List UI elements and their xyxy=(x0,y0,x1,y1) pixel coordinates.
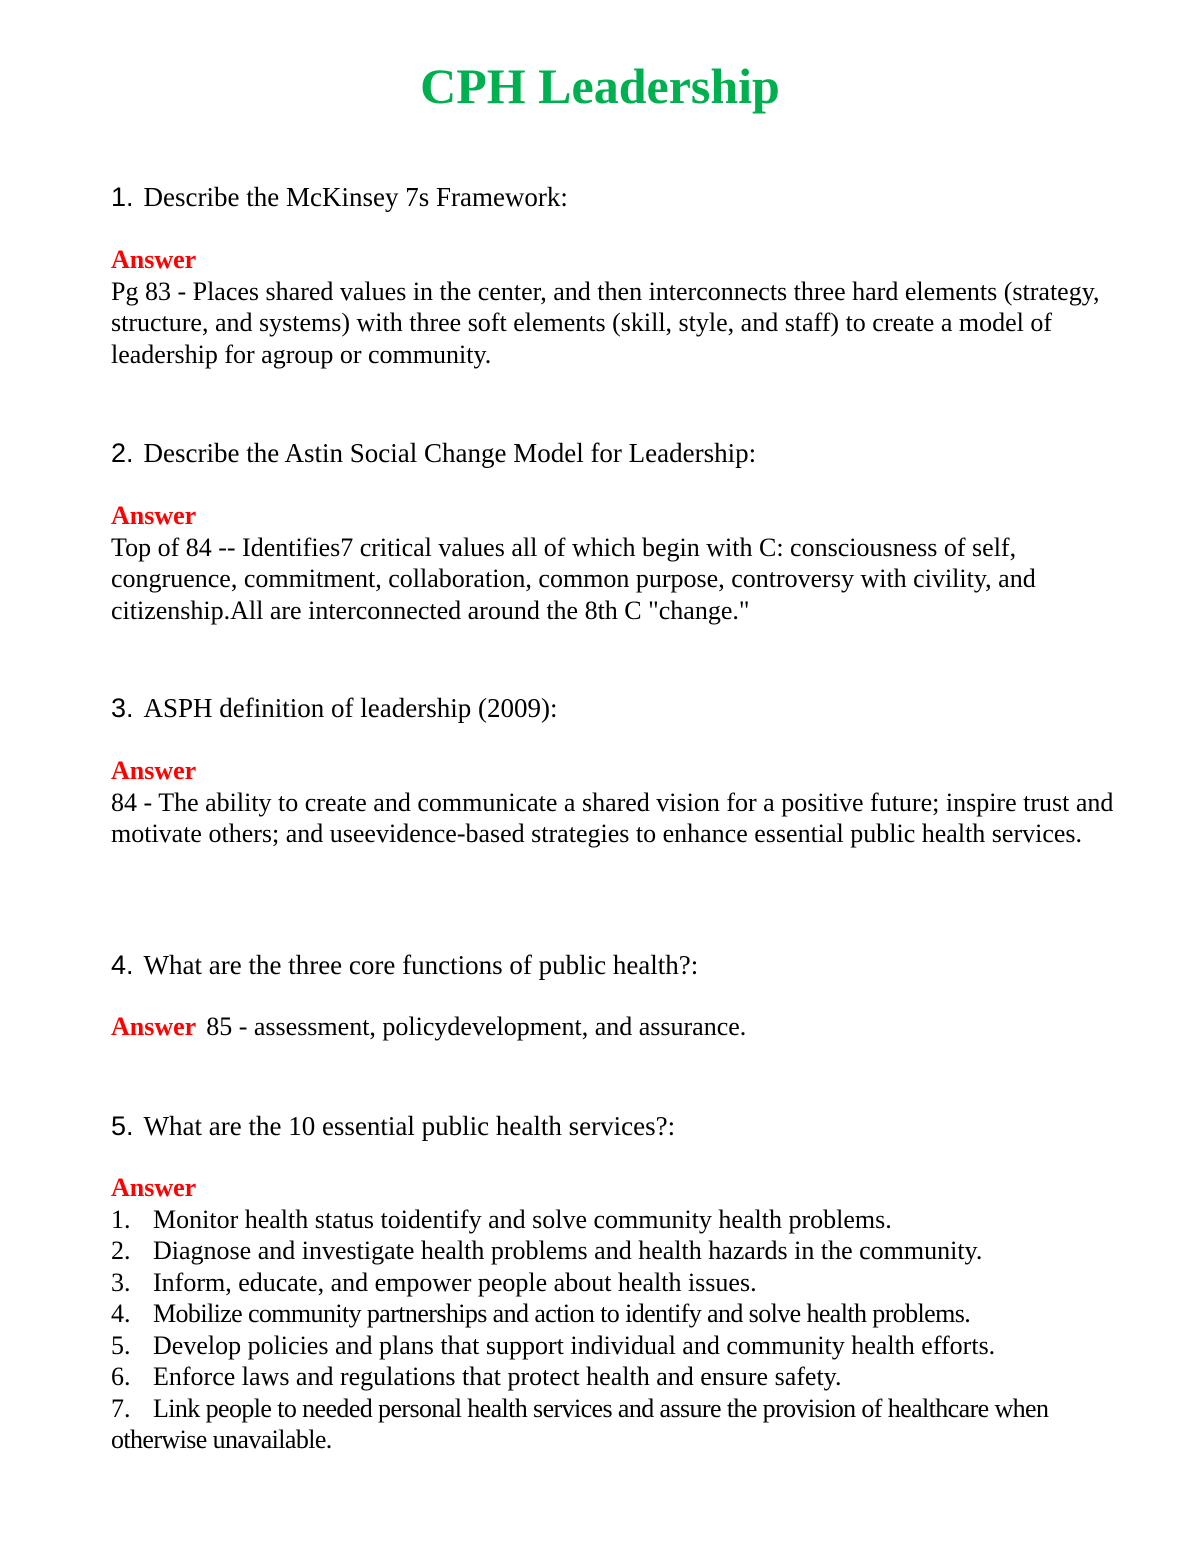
answer-label: Answer xyxy=(111,245,197,274)
list-item xyxy=(111,1330,1071,1362)
list-item-number: 7. xyxy=(111,1393,131,1423)
list-item-number: 5. xyxy=(111,1330,131,1360)
answer-label: Answer xyxy=(111,1012,197,1041)
answer-block-5 xyxy=(111,1172,1071,1456)
question-text: What are the three core functions of public health?: xyxy=(143,950,699,980)
answer-block-4 xyxy=(111,1011,746,1043)
question-number: 4. xyxy=(111,950,134,980)
list-item-text: Inform, educate, and empower people about health issues. xyxy=(153,1267,757,1297)
question-text: Describe the Astin Social Change Model for Leadership: xyxy=(143,438,757,468)
list-item-text: Develop policies and plans that support individual and community health efforts. xyxy=(153,1330,996,1360)
question-3 xyxy=(111,691,557,725)
question-number: 5. xyxy=(111,1111,134,1141)
list-item-number: 3. xyxy=(111,1267,131,1297)
question-text: What are the 10 essential public health services?: xyxy=(143,1111,676,1141)
list-item-number: 4. xyxy=(111,1299,131,1328)
answer-block-2 xyxy=(111,500,1121,626)
page-title: CPH Leadership xyxy=(420,58,780,114)
services-list xyxy=(111,1204,1071,1456)
answer-text: 85 - assessment, policydevelopment, and assurance. xyxy=(206,1012,747,1041)
answer-label: Answer xyxy=(111,501,197,530)
list-item-text: Link people to needed personal health services and assure the provision of healthcare when otherwise unavailable. xyxy=(111,1393,1049,1454)
list-item-text: Diagnose and investigate health problems and health hazards in the community. xyxy=(153,1236,983,1265)
question-number: 2. xyxy=(111,438,134,468)
list-item xyxy=(111,1235,1071,1267)
list-item xyxy=(111,1393,1071,1456)
question-5 xyxy=(111,1109,675,1143)
list-item-number: 1. xyxy=(111,1204,131,1234)
answer-text: 84 - The ability to create and communicate a shared vision for a positive future; inspire trust and motivate others; and useevidence-based strategies to enhance essential public health services. xyxy=(111,787,1114,848)
answer-label: Answer xyxy=(111,756,197,785)
answer-block-3 xyxy=(111,755,1121,850)
answer-text: Top of 84 -- Identifies7 critical values all of which begin with C: consciousness of self, congruence, commitment, collaboration, common purpose, controversy with civility, and citizenship.All are interconnected around the 8th C "change." xyxy=(111,532,1036,625)
question-text: ASPH definition of leadership (2009): xyxy=(143,693,558,723)
list-item-text: Mobilize community partnerships and action to identify and solve health problems. xyxy=(153,1299,971,1328)
question-number: 1. xyxy=(111,182,134,212)
list-item xyxy=(111,1298,1071,1330)
question-2 xyxy=(111,436,756,470)
answer-block-1 xyxy=(111,244,1121,370)
list-item-number: 2. xyxy=(111,1236,131,1265)
answer-text: Pg 83 - Places shared values in the center, and then interconnects three hard elements (strategy, structure, and systems) with three soft elements (skill, style, and staff) to create a model of leadership for agroup or community. xyxy=(111,276,1100,369)
list-item xyxy=(111,1204,1071,1236)
question-1 xyxy=(111,180,568,214)
question-number: 3. xyxy=(111,693,134,723)
question-text: Describe the McKinsey 7s Framework: xyxy=(143,182,568,212)
list-item-number: 6. xyxy=(111,1362,131,1391)
list-item xyxy=(111,1267,1071,1299)
question-4 xyxy=(111,948,698,982)
answer-label: Answer xyxy=(111,1173,197,1202)
list-item-text: Enforce laws and regulations that protect health and ensure safety. xyxy=(153,1362,842,1391)
list-item-text: Monitor health status toidentify and solve community health problems. xyxy=(153,1204,892,1234)
list-item xyxy=(111,1361,1071,1393)
